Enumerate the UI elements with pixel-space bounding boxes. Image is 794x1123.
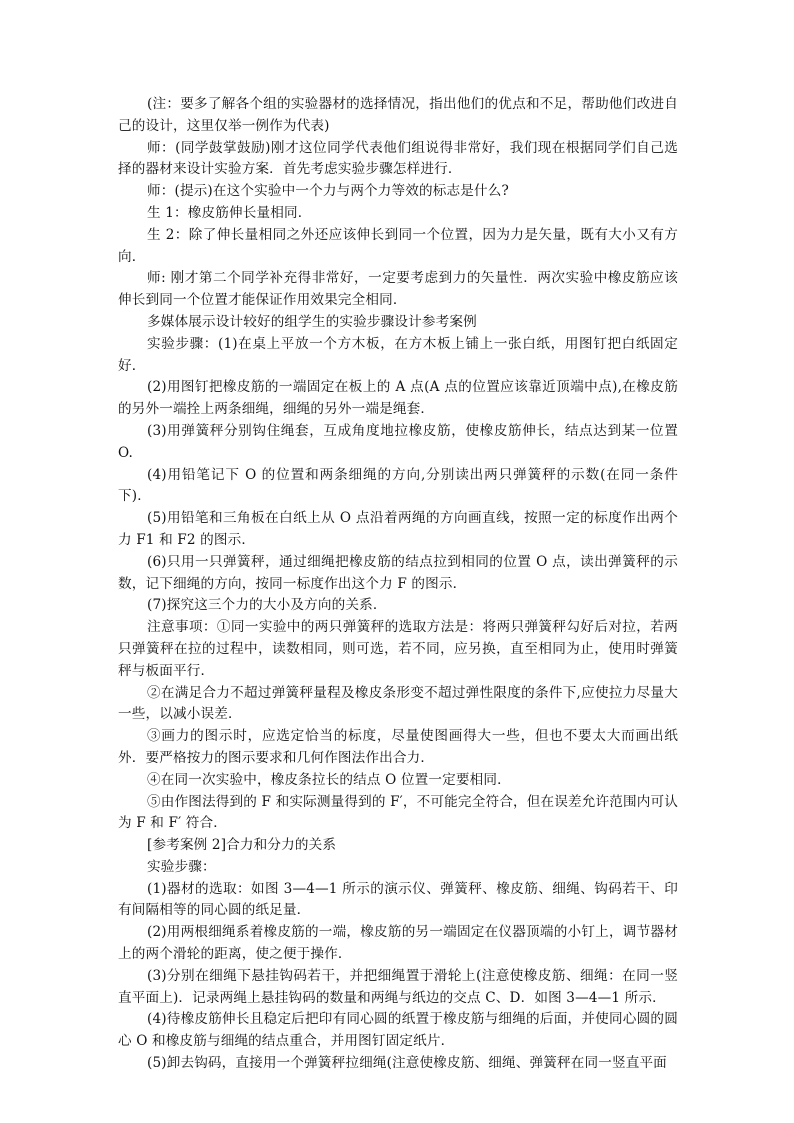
paragraph: [参考案例 2]合力和分力的关系	[147, 837, 337, 854]
paragraph: (2)用图钉把橡皮筋的一端固定在板上的 A 点(A 点的位置应该靠近顶端中点),在橡皮筋的另外一端拴上两条细绳，细绳的另外一端是绳套．	[118, 379, 678, 418]
document-body	[118, 94, 678, 1075]
paragraph: 实验步骤：(1)在桌上平放一个方木板，在方木板上铺上一张白纸，用图钉把白纸固定好．	[118, 335, 678, 374]
paragraph: (5)用铅笔和三角板在白纸上从 O 点沿着两绳的方向画直线，按照一定的标度作出两个力 F1 和 F2 的图示．	[118, 510, 678, 548]
paragraph: (注：要多了解各个组的实验器材的选择情况，指出他们的优点和不足，帮助他们改进自己的设计，这里仅举一例作为代表)	[118, 96, 678, 134]
paragraph: 生 2：除了伸长量相同之外还应该伸长到同一个位置，因为力是矢量，既有大小又有方向．	[118, 226, 678, 265]
paragraph: 生 1：橡皮筋伸长量相同．	[147, 204, 312, 221]
paragraph: (5)卸去钩码，直接用一个弹簧秤拉细绳(注意使橡皮筋、细绳、弹簧秤在同一竖直平面	[147, 1055, 667, 1072]
paragraph: (4)用铅笔记下 O 的位置和两条细绳的方向,分别读出两只弹簧秤的示数(在同一条件下)．	[118, 466, 678, 505]
paragraph: (7)探究这三个力的大小及方向的关系．	[147, 597, 387, 614]
paragraph: 师：(提示)在这个实验中一个力与两个力等效的标志是什么?	[147, 183, 509, 200]
paragraph: 注意事项：①同一实验中的两只弹簧秤的选取方法是：将两只弹簧秤勾好后对拉，若两只弹簧秤在拉的过程中，读数相同，则可选，若不同，应另换，直至相同为止，使用时弹簧秤与板面平行．	[118, 619, 678, 679]
paragraph: (2)用两根细绳系着橡皮筋的一端，橡皮筋的另一端固定在仪器顶端的小钉上，调节器材上的两个滑轮的距离，使之便于操作．	[118, 924, 678, 963]
paragraph: ④在同一次实验中，橡皮条拉长的结点 O 位置一定要相同．	[147, 771, 511, 788]
paragraph: 多媒体展示设计较好的组学生的实验步骤设计参考案例	[147, 313, 477, 330]
paragraph: ②在满足合力不超过弹簧秤量程及橡皮条形变不超过弹性限度的条件下,应使拉力尽量大一些，以减小误差．	[118, 684, 678, 723]
paragraph: (4)待橡皮筋伸长且稳定后把印有同心圆的纸置于橡皮筋与细绳的后面，并使同心圆的圆心 O 和橡皮筋与细绳的结点重合，并用图钉固定纸片．	[118, 1011, 678, 1050]
paragraph: 师：(同学鼓掌鼓励)刚才这位同学代表他们组说得非常好，我们现在根据同学们自己选择的器材来设计实验方案．首先考虑实验步骤怎样进行．	[118, 139, 678, 178]
paragraph: 实验步骤：	[147, 858, 216, 875]
paragraph: ⑤由作图法得到的 F 和实际测量得到的 F′，不可能完全符合，但在误差允许范围内可认为 F 和 F′ 符合．	[118, 793, 678, 832]
paragraph: (6)只用一只弹簧秤，通过细绳把橡皮筋的结点拉到相同的位置 O 点，读出弹簧秤的示数，记下细绳的方向，按同一标度作出这个力 F 的图示．	[118, 553, 678, 592]
paragraph: ③画力的图示时，应选定恰当的标度，尽量使图画得大一些，但也不要太大而画出纸外．要严格按力的图示要求和几何作图法作出合力．	[118, 728, 678, 766]
paragraph: 师: 刚才第二个同学补充得非常好，一定要考虑到力的矢量性．两次实验中橡皮筋应该伸长到同一个位置才能保证作用效果完全相同．	[118, 270, 678, 309]
paragraph: (1)器材的选取：如图 3—4—1 所示的演示仪、弹簧秤、橡皮筋、细绳、钩码若干、印有间隔相等的同心圆的纸足量．	[118, 880, 678, 919]
paragraph: (3)用弹簧秤分别钩住绳套，互成角度地拉橡皮筋，使橡皮筋伸长，结点达到某一位置 O.	[118, 422, 678, 461]
paragraph: (3)分别在细绳下悬挂钩码若干，并把细绳置于滑轮上(注意使橡皮筋、细绳：在同一竖直平面上)．记录两绳上悬挂钩码的数量和两绳与纸边的交点 C、D．如图 3—4—1 所示．	[118, 967, 678, 1006]
